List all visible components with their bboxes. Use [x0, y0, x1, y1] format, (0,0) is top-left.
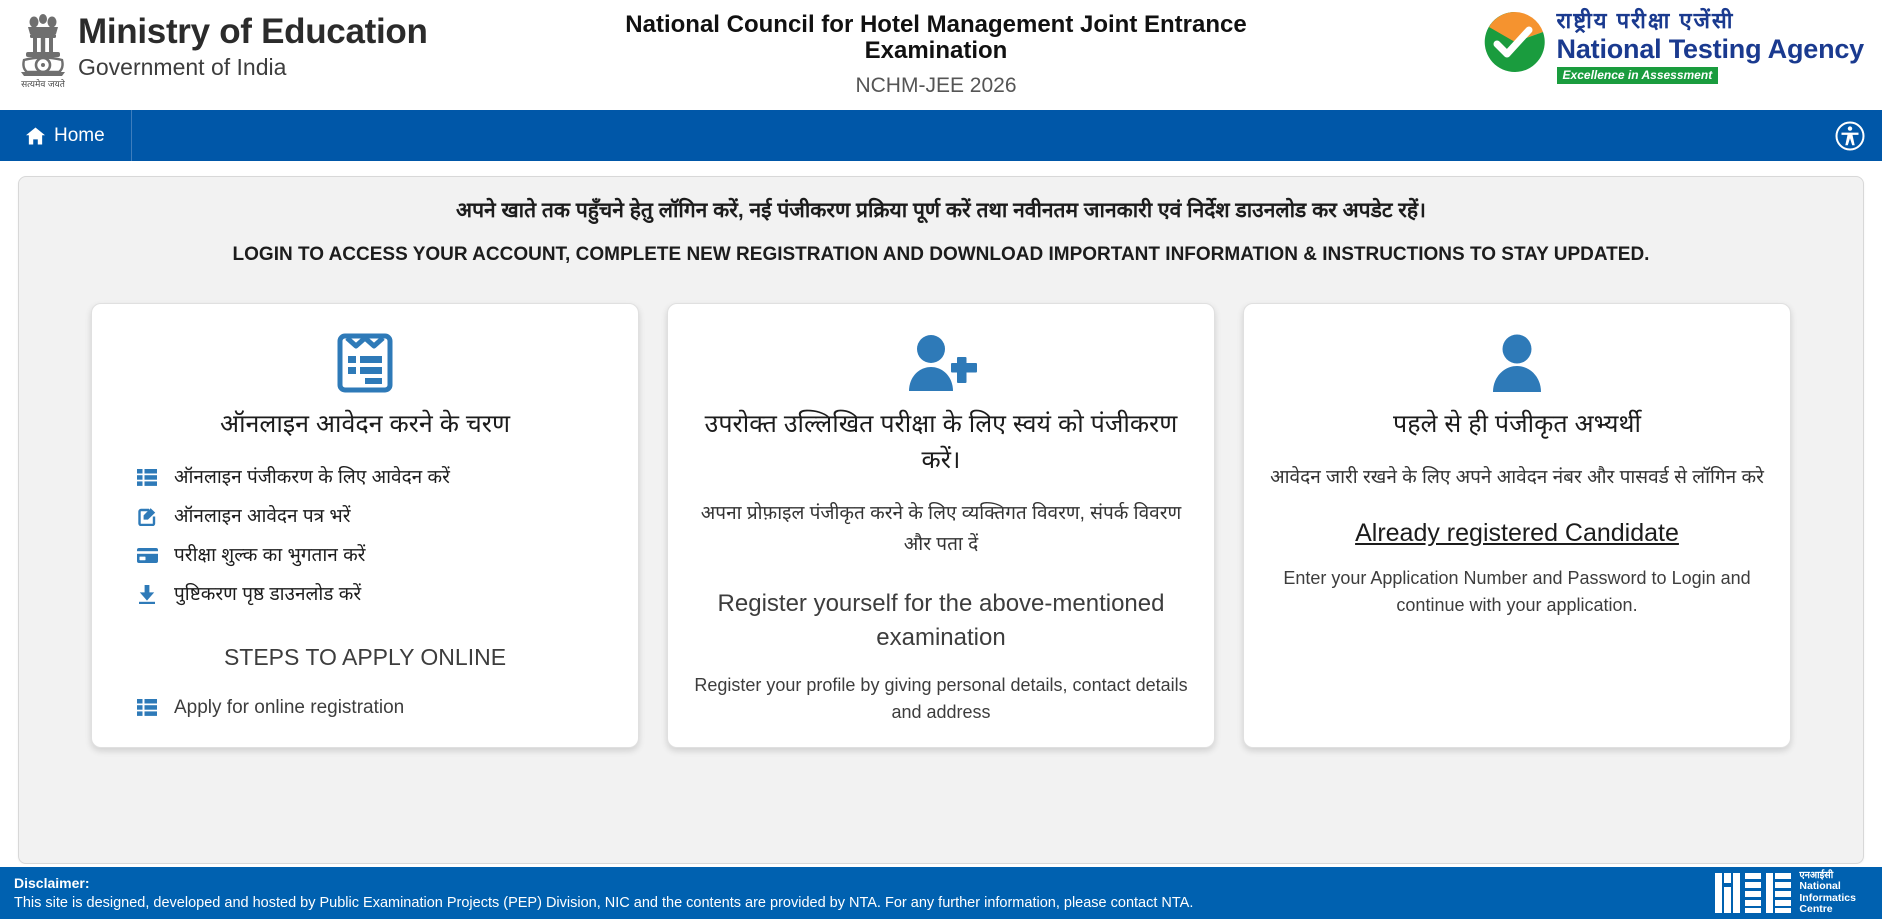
clipboard-list-icon — [114, 332, 616, 394]
list-item — [114, 688, 616, 727]
card-row — [29, 303, 1853, 748]
nav-item-home-label: Home — [54, 124, 105, 146]
nta-hindi-name: राष्ट्रीय परीक्षा एजेंसी — [1556, 8, 1735, 33]
list-item-label: परीक्षा शुल्क का भुगतान करें — [174, 545, 366, 566]
steps-list-hindi — [114, 458, 616, 614]
card-register-title-english: Register yourself for the above-mentioned examination — [717, 590, 1165, 651]
disclaimer-text: This site is designed, developed and hosted by Public Examination Projects (PEP) Division, NIC and the contents are provided by NTA. For any further information, please contact NTA. — [14, 894, 1194, 911]
nic-line-2: Informatics — [1799, 891, 1856, 904]
list-item-label: पुष्टिकरण पृष्ठ डाउनलोड करें — [174, 584, 362, 605]
card-new-registration — [667, 303, 1215, 748]
card-registered-title-hindi: पहले से ही पंजीकृत अभ्यर्थी — [1393, 410, 1641, 438]
list-item-label: Apply for online registration — [174, 697, 405, 718]
card-registered-subtitle-hindi: आवेदन जारी रखने के लिए अपने आवेदन नंबर और पासवर्ड से लॉगिन करे — [1270, 467, 1764, 488]
nav-item-home[interactable] — [0, 110, 132, 161]
disclaimer-block — [14, 874, 1715, 913]
card-steps-title-hindi: ऑनलाइन आवेदन करने के चरण — [219, 410, 511, 438]
card-registered-subtitle-english: Enter your Application Number and Password to Login and continue with your application. — [1283, 568, 1751, 615]
nic-line-1: National — [1799, 880, 1841, 893]
nta-english-name: National Testing Agency — [1556, 34, 1864, 64]
card-steps-to-apply — [91, 303, 639, 748]
home-icon — [26, 127, 45, 145]
nic-line-3: Centre — [1799, 903, 1833, 916]
user-icon — [1266, 332, 1768, 394]
nic-logo-icon — [1715, 870, 1856, 916]
exam-code: NCHM-JEE 2026 — [855, 74, 1017, 97]
exam-branding — [470, 0, 1402, 98]
ministry-subtitle: Government of India — [78, 54, 287, 80]
download-icon — [136, 584, 158, 606]
main-navbar — [0, 110, 1882, 161]
list-item — [114, 458, 616, 497]
headline-hindi: अपने खाते तक पहुँचने हेतु लॉगिन करें, नई पंजीकरण प्रक्रिया पूर्ण करें तथा नवीनतम जानकारी एवं निर्देश डाउनलोड कर अपडेट रहें। — [456, 199, 1426, 222]
list-icon — [136, 697, 158, 719]
card-already-registered — [1243, 303, 1791, 748]
page-header — [0, 0, 1882, 110]
card-register-subtitle-english: Register your profile by giving personal details, contact details and address — [694, 675, 1188, 722]
nta-logo-icon — [1483, 10, 1547, 74]
list-icon — [136, 467, 158, 489]
main-content — [0, 161, 1882, 864]
steps-list-english — [114, 688, 616, 727]
content-panel — [18, 176, 1864, 864]
disclaimer-label: Disclaimer: — [14, 874, 90, 891]
nta-tagline: Excellence in Assessment — [1557, 67, 1719, 84]
list-item — [114, 536, 616, 575]
navbar-spacer — [132, 110, 1835, 161]
list-item-label: ऑनलाइन आवेदन पत्र भरें — [174, 506, 351, 527]
card-register-subtitle-hindi: अपना प्रोफ़ाइल पंजीकृत करने के लिए व्यक्तिगत विवरण, संपर्क विवरण और पता दें — [700, 503, 1182, 555]
edit-square-icon — [136, 506, 158, 528]
card-register-title-hindi: उपरोक्त उल्लिखित परीक्षा के लिए स्वयं को पंजीकरण करें। — [704, 410, 1178, 474]
list-item — [114, 497, 616, 536]
emblem-motto: सत्यमेव जयते — [21, 79, 65, 89]
national-emblem-icon — [14, 10, 72, 92]
nic-hindi-label: एनआईसी — [1799, 870, 1834, 882]
credit-card-icon — [136, 545, 158, 567]
card-steps-title-english: STEPS TO APPLY ONLINE — [223, 644, 507, 670]
accessibility-icon[interactable] — [1835, 121, 1865, 151]
nta-branding — [1402, 0, 1882, 84]
list-item — [114, 575, 616, 614]
headline-english: LOGIN TO ACCESS YOUR ACCOUNT, COMPLETE NEW REGISTRATION AND DOWNLOAD IMPORTANT INFORMATION & INSTRUCTIONS TO STAY UPDATED. — [232, 244, 1650, 265]
exam-title: National Council for Hotel Management Joint Entrance Examination — [625, 11, 1247, 64]
ministry-branding — [0, 0, 470, 92]
already-registered-candidate-link[interactable]: Already registered Candidate — [1355, 519, 1679, 547]
ministry-title: Ministry of Education — [78, 12, 428, 51]
page-footer — [0, 864, 1882, 919]
list-item-label: ऑनलाइन पंजीकरण के लिए आवेदन करें — [174, 467, 450, 488]
user-plus-icon — [690, 332, 1192, 394]
